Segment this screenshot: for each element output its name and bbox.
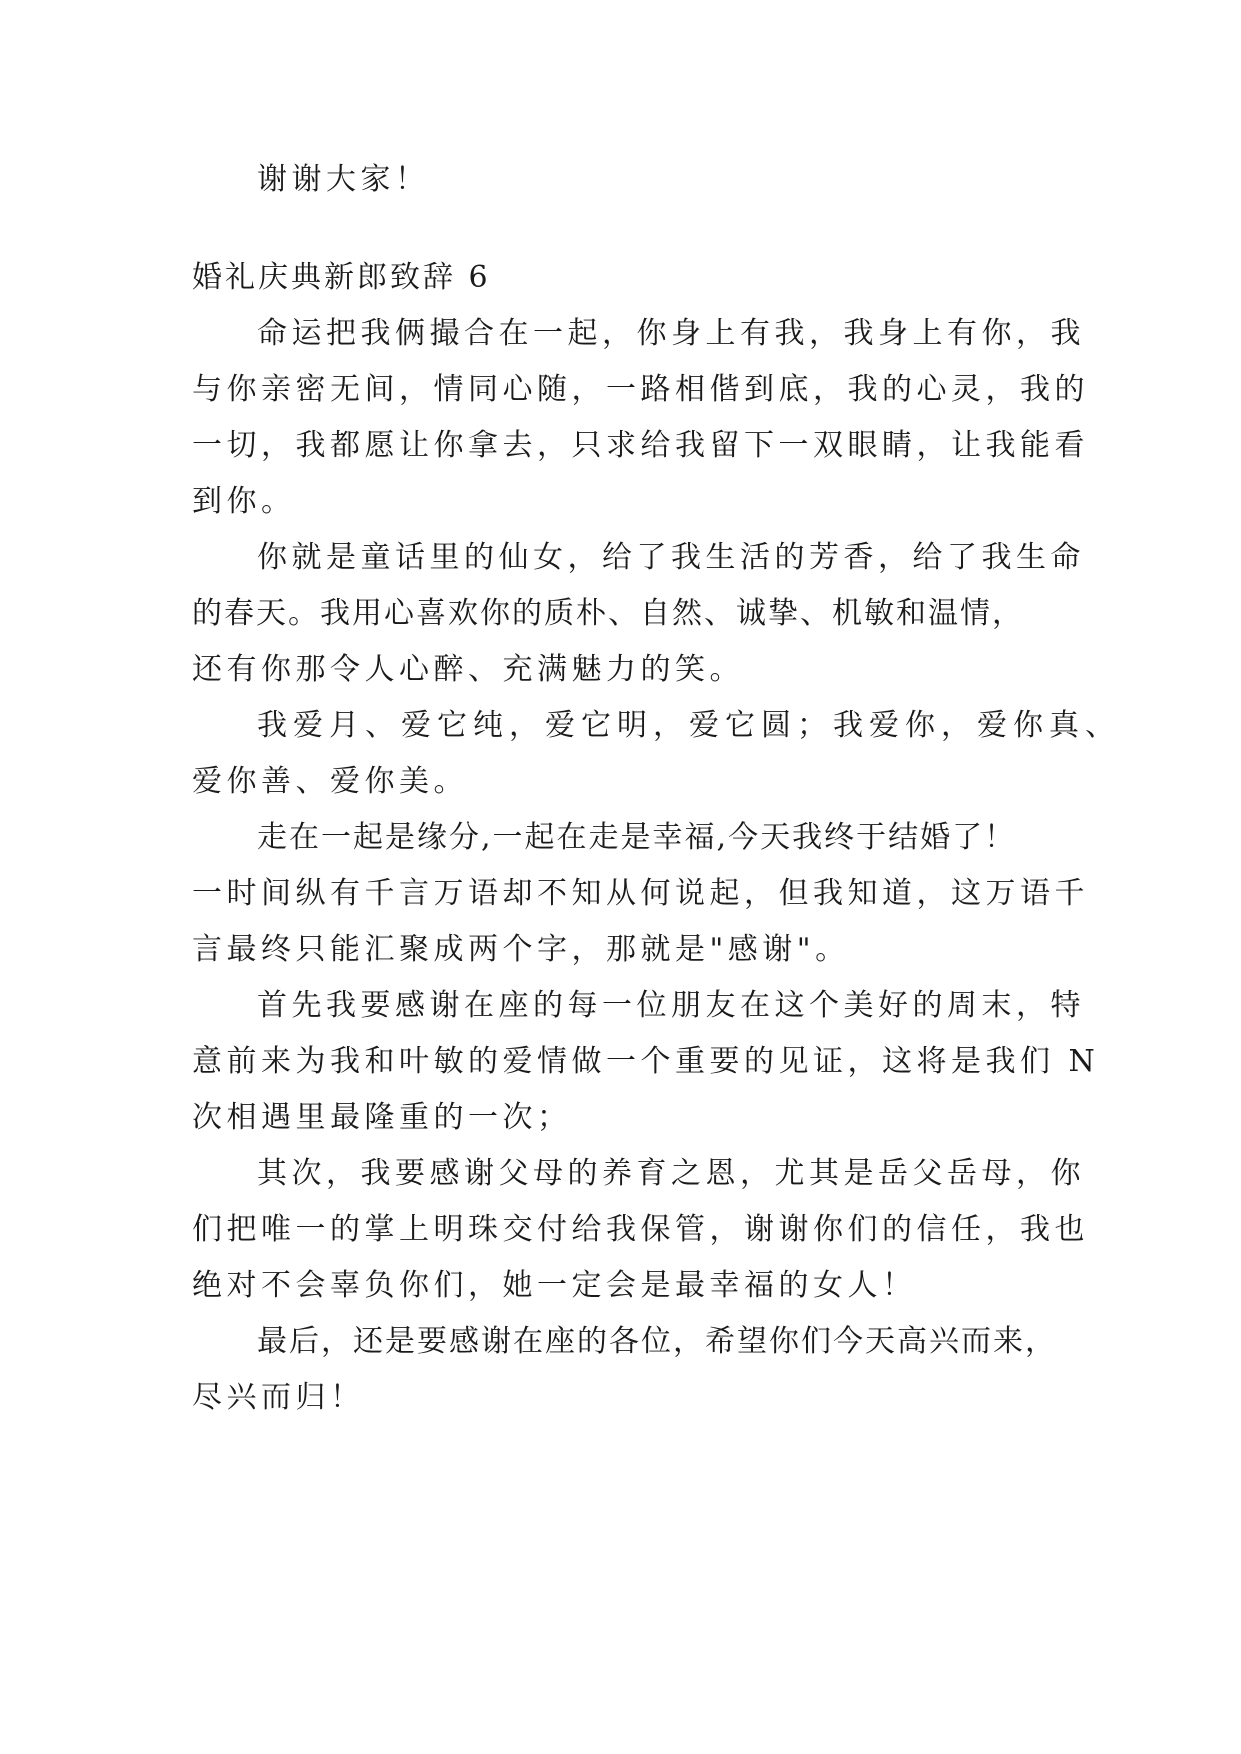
paragraph-line: 首先我要感谢在座的每一位朋友在这个美好的周末，特 — [257, 988, 1085, 1023]
paragraph-line: 绝对不会辜负你们，她一定会是最幸福的女人！ — [192, 1268, 917, 1303]
paragraph-line: 还有你那令人心醉、充满魅力的笑。 — [192, 652, 744, 687]
paragraph-3 — [192, 698, 1121, 810]
paragraph-line: 与你亲密无间，情同心随，一路相偕到底，我的心灵，我的 — [192, 372, 1089, 407]
paragraph-line: 走在一起是缘分,一起在走是幸福,今天我终于结婚了！ — [257, 820, 1017, 855]
paragraph-line: 们把唯一的掌上明珠交付给我保管，谢谢你们的信任，我也 — [192, 1212, 1089, 1247]
document-body — [192, 152, 1121, 1426]
paragraph-2 — [192, 530, 1085, 698]
paragraph-6 — [192, 1146, 1089, 1314]
paragraph-4 — [192, 810, 1089, 978]
paragraph-line: 你就是童话里的仙女，给了我生活的芳香，给了我生命 — [257, 540, 1085, 575]
paragraph-5 — [192, 978, 1100, 1146]
paragraph-line: 最后，还是要感谢在座的各位，希望你们今天高兴而来， — [257, 1324, 1057, 1359]
closing-line: 谢谢大家！ — [257, 162, 430, 197]
paragraph-line: 尽兴而归！ — [192, 1380, 365, 1415]
paragraph-line: 我爱月、爱它纯，爱它明，爱它圆；我爱你，爱你真、 — [257, 708, 1121, 743]
paragraph-line: 命运把我俩撮合在一起，你身上有我，我身上有你，我 — [257, 316, 1085, 351]
paragraph-7 — [192, 1314, 1057, 1426]
paragraph-line: 其次，我要感谢父母的养育之恩，尤其是岳父岳母，你 — [257, 1156, 1085, 1191]
paragraph-line: 意前来为我和叶敏的爱情做一个重要的见证，这将是我们 N — [192, 1044, 1100, 1079]
paragraph-line: 到你。 — [192, 484, 296, 519]
paragraph-line: 的春天。我用心喜欢你的质朴、自然、诚挚、机敏和温情， — [192, 596, 1024, 631]
paragraph-line: 一切，我都愿让你拿去，只求给我留下一双眼睛，让我能看 — [192, 428, 1089, 463]
paragraph-line: 爱你善、爱你美。 — [192, 764, 468, 799]
paragraph-line: 次相遇里最隆重的一次； — [192, 1100, 572, 1135]
section-heading: 婚礼庆典新郎致辞 6 — [192, 260, 491, 295]
paragraph-1 — [192, 306, 1089, 530]
paragraph-line: 言最终只能汇聚成两个字，那就是"感谢"。 — [192, 932, 850, 967]
paragraph-line: 一时间纵有千言万语却不知从何说起，但我知道，这万语千 — [192, 876, 1089, 911]
